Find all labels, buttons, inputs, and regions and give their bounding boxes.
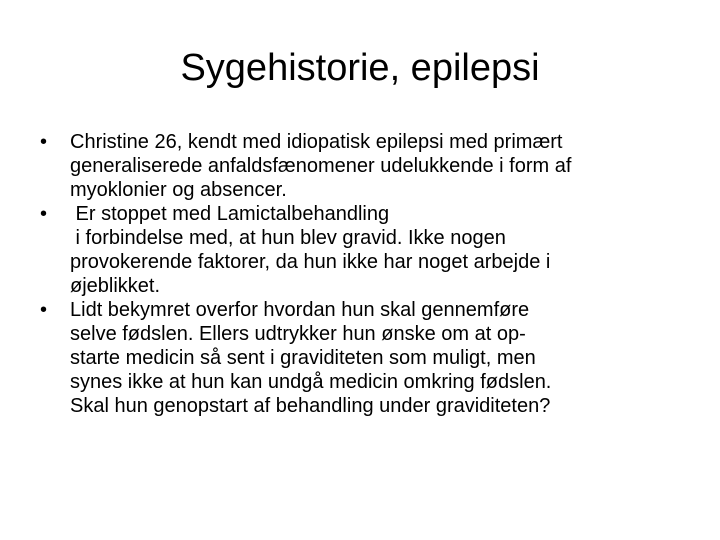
bullet-line: generaliserede anfaldsfænomener udelukkende i form af: [70, 155, 572, 177]
bullet-marker: •: [40, 203, 48, 225]
bullet-marker: •: [40, 131, 48, 153]
bullet-item: [36, 298, 696, 418]
bullet-line: starte medicin så sent i graviditeten som muligt, men: [70, 347, 536, 369]
bullet-marker: •: [40, 299, 48, 321]
bullet-item: [36, 130, 696, 202]
bullet-line: i forbindelse med, at hun blev gravid. Ikke nogen: [70, 227, 506, 249]
bullet-line: selve fødslen. Ellers udtrykker hun ønske om at op-: [70, 323, 526, 345]
bullet-line: Skal hun genopstart af behandling under graviditeten?: [70, 395, 551, 417]
bullet-item: [36, 202, 696, 298]
slide-title: Sygehistorie, epilepsi: [180, 47, 540, 89]
bullet-line: Er stoppet med Lamictalbehandling: [70, 203, 390, 225]
bullet-list: [36, 130, 696, 418]
bullet-line: myoklonier og absencer.: [70, 179, 287, 201]
bullet-line: synes ikke at hun kan undgå medicin omkring fødslen.: [70, 371, 552, 393]
bullet-line: Lidt bekymret overfor hvordan hun skal gennemføre: [70, 299, 530, 321]
bullet-line: øjeblikket.: [70, 275, 161, 297]
bullet-line: provokerende faktorer, da hun ikke har noget arbejde i: [70, 251, 551, 273]
bullet-line: Christine 26, kendt med idiopatisk epilepsi med primært: [70, 131, 563, 153]
